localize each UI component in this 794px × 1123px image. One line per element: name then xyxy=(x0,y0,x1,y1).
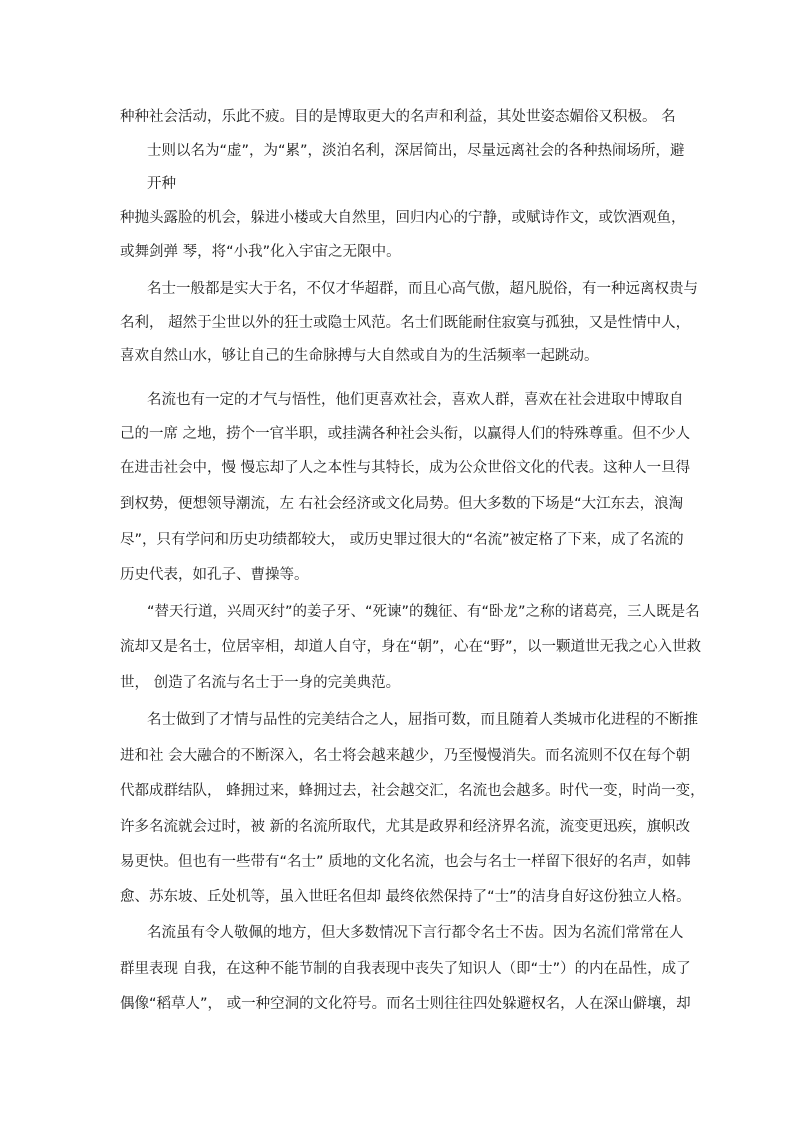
text-line: 或舞剑弹 琴，将“小我”化入宇宙之无限中。 xyxy=(120,244,401,260)
text-line: 世， 创造了名流与名士于一身的完美典范。 xyxy=(120,675,401,691)
text-line: 名利， 超然于尘世以外的狂士或隐士风范。名士们既能耐住寂寞与孤独，又是性情中人， xyxy=(120,315,691,331)
text-line: 喜欢自然山水，够让自己的生命脉搏与大自然或自为的生活频率一起跳动。 xyxy=(120,348,599,364)
text-line: 开种 xyxy=(147,176,176,192)
text-line: 己的一席 之地，捞个一官半职，或挂满各种社会头衔，以赢得人们的特殊尊重。但不少人 xyxy=(120,426,691,442)
text-line: 种种社会活动，乐此不疲。目的是博取更大的名声和利益，其处世姿态媚俗又积极。 名 xyxy=(120,109,676,125)
text-line: 群里表现 自我，在这种不能节制的自我表现中丧失了知识人（即“士”）的内在品性，成了 xyxy=(120,961,691,977)
text-line: 许多名流就会过时，被 新的名流所取代，尤其是政界和经济界名流，流变更迅疾，旗帜改 xyxy=(120,819,691,835)
text-line: 士则以名为“虚”，为“累”，淡泊名利，深居简出，尽量远离社会的各种热闹场所，避 xyxy=(147,143,685,159)
text-line: 流却又是名士，位居宰相，却道人自守，身在“朝”，心在“野”，以一颗道世无我之心入世救 xyxy=(120,639,702,655)
text-line: 代都成群结队， 蜂拥过来，蜂拥过去，社会越交汇，名流也会越多。时代一变，时尚一变， xyxy=(120,783,705,799)
paragraph-first-line: 名流虽有令人敬佩的地方，但大多数情况下言行都令名士不齿。因为名流们常常在人 xyxy=(147,925,684,941)
text-line: 进和社 会大融合的不断深入，名士将会越来越少，乃至慢慢消失。而名流则不仅在每个朝 xyxy=(120,748,691,764)
paragraph-first-line: 名士做到了才情与品性的完美结合之人，屈指可数，而且随着人类城市化进程的不断推 xyxy=(147,712,698,728)
text-line: 到权势，便想领导潮流，左 右社会经济或文化局势。但大多数的下场是“大江东去，浪淘 xyxy=(120,496,684,512)
text-line: 历史代表，如孔子、曹操等。 xyxy=(120,567,309,583)
text-line: 在进击社会中，慢 慢忘却了人之本性与其特长，成为公众世俗文化的代表。这种人一旦得 xyxy=(120,460,691,476)
paragraph-first-line: 名士一般都是实大于名，不仅才华超群，而且心高气傲，超凡脱俗，有一种远离权贵与 xyxy=(147,281,698,297)
text-line: 愈、苏东坡、丘处机等，虽入世旺名但却 最终依然保持了“士”的洁身自好这份独立人格。 xyxy=(120,889,691,905)
text-line: 易更快。但也有一些带有“名士” 质地的文化名流，也会与名士一样留下很好的名声，如韩 xyxy=(120,854,691,870)
text-line: 尽”，只有学问和历史功绩都较大， 或历史罪过很大的“名流”被定格了下来，成了名流的 xyxy=(120,532,684,548)
paragraph-first-line: “替天行道，兴周灭纣”的姜子牙、“死谏”的魏征、有“卧龙”之称的诸葛亮，三人既是名 xyxy=(147,604,700,620)
text-line: 偶像“稻草人”， 或一种空洞的文化符号。而名士则往往四处躲避权名，人在深山僻壤，却 xyxy=(120,996,691,1012)
text-line: 种抛头露脸的机会，躲进小楼或大自然里，回归内心的宁静，或赋诗作文，或饮酒观鱼， xyxy=(120,210,686,226)
paragraph-first-line: 名流也有一定的才气与悟性，他们更喜欢社会，喜欢人群，喜欢在社会进取中博取自 xyxy=(147,392,684,408)
